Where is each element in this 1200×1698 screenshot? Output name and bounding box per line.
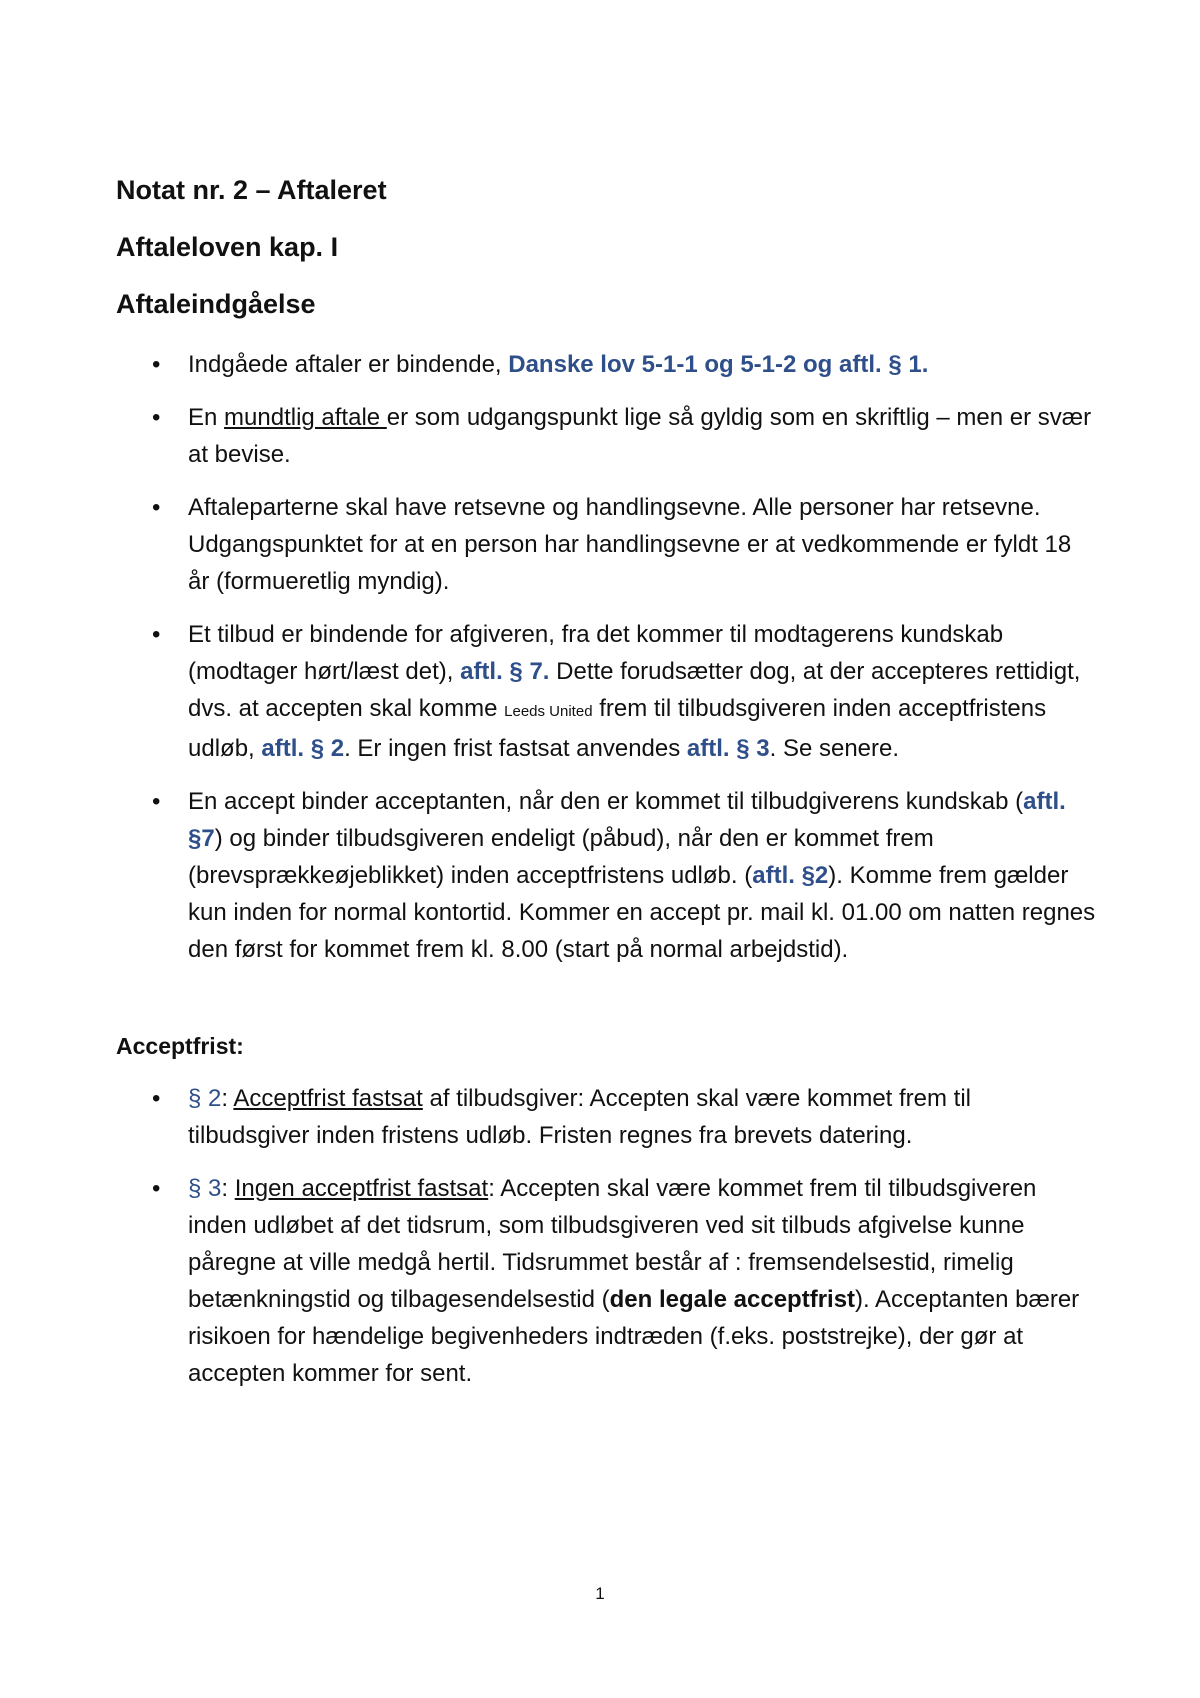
text-run: er som udgangspunkt lige så gyldig som en skriftlig – men er svær at bevise. — [188, 404, 1092, 468]
text-run: af tilbudsgiver: Accepten skal være kommet frem til tilbudsgiver inden fristens udløb. Fristen regnes fra brevets datering. — [188, 1085, 971, 1149]
paragraph-reference: § 3 — [188, 1175, 222, 1202]
text-run: Indgåede aftaler er bindende, — [188, 351, 509, 378]
text-run: . Se senere. — [769, 735, 900, 762]
list-item — [116, 1170, 1096, 1392]
text-run: frem til tilbudsgiveren inden acceptfristens udløb, — [188, 695, 1047, 762]
text-run: En — [188, 404, 225, 431]
law-reference: aftl. § 2 — [261, 735, 345, 762]
page-number: 1 — [595, 1584, 605, 1603]
underlined-term: mundtlig aftale — [224, 404, 387, 431]
bold-term: den legale acceptfrist — [609, 1286, 856, 1313]
law-reference: aftl. §2 — [752, 862, 829, 889]
list-item — [116, 1080, 1096, 1154]
document-body — [116, 170, 1096, 1408]
section-heading-aftaleindgaaelse: Aftaleindgåelse — [116, 289, 316, 319]
document-title: Notat nr. 2 – Aftaleret — [116, 175, 387, 205]
law-reference: aftl. § 7. — [460, 658, 550, 685]
law-reference: Danske lov 5-1-1 og 5-1-2 og aftl. § 1. — [508, 351, 929, 378]
list-item — [116, 616, 1096, 767]
text-run: Aftaleparterne skal have retsevne og handlingsevne. Alle personer har retsevne. Udgangspunktet for at en person har handlingsevne er at vedkommende er fyldt 18 år (formueretlig myndig). — [188, 494, 1072, 595]
bullet-list-acceptfrist — [116, 1080, 1096, 1392]
text-run: ). Komme frem gælder kun inden for normal kontortid. Kommer en accept pr. mail kl. 01.00 om natten regnes den først for kommet frem kl. 8.00 (start på normal arbejdstid). — [188, 862, 1096, 963]
underlined-term: Ingen acceptfrist fastsat — [234, 1175, 489, 1202]
text-run: : Accepten skal være kommet frem til tilbudsgiveren inden udløbet af det tidsrum, som tilbudsgiveren ved sit tilbuds afgivelse kunne påregne at ville medgå hertil. Tidsrummet består af : fremsendelsestid, rimelig betænkningstid og tilbagesendelsestid ( — [188, 1175, 1037, 1313]
small-text-run: Leeds United — [504, 703, 593, 720]
list-item — [116, 346, 1096, 383]
paragraph-reference: § 2 — [188, 1085, 222, 1112]
text-run: Et tilbud er bindende for afgiveren, fra det kommer til modtagerens kundskab (modtager hørt/læst det), — [188, 621, 1004, 685]
text-run: : — [221, 1175, 235, 1202]
document-subtitle: Aftaleloven kap. I — [116, 232, 339, 262]
law-reference: aftl. §7 — [188, 788, 1066, 852]
underlined-term: Acceptfrist fastsat — [233, 1085, 423, 1112]
section-heading-acceptfrist: Acceptfrist: — [116, 1033, 244, 1059]
text-run: ) og binder tilbudsgiveren endeligt (påbud), når den er kommet frem (brevsprækkeøjeblikket) inden acceptfristens udløb. ( — [188, 825, 934, 889]
law-reference: aftl. § 3 — [686, 735, 770, 762]
text-run: ). Acceptanten bærer risikoen for hændelige begivenheders indtræden (f.eks. poststrejke), der gør at accepten kommer for sent. — [188, 1286, 1080, 1387]
text-run: Dette forudsætter dog, at der accepteres rettidigt, dvs. at accepten skal komme — [188, 658, 1081, 722]
bullet-list-aftaleindgaaelse — [116, 346, 1096, 968]
list-item — [116, 489, 1096, 600]
list-item — [116, 399, 1096, 473]
text-run: . Er ingen frist fastsat anvendes — [344, 735, 687, 762]
list-item — [116, 783, 1096, 968]
text-run: : — [221, 1085, 234, 1112]
text-run: En accept binder acceptanten, når den er kommet til tilbudgiverens kundskab ( — [188, 788, 1024, 815]
